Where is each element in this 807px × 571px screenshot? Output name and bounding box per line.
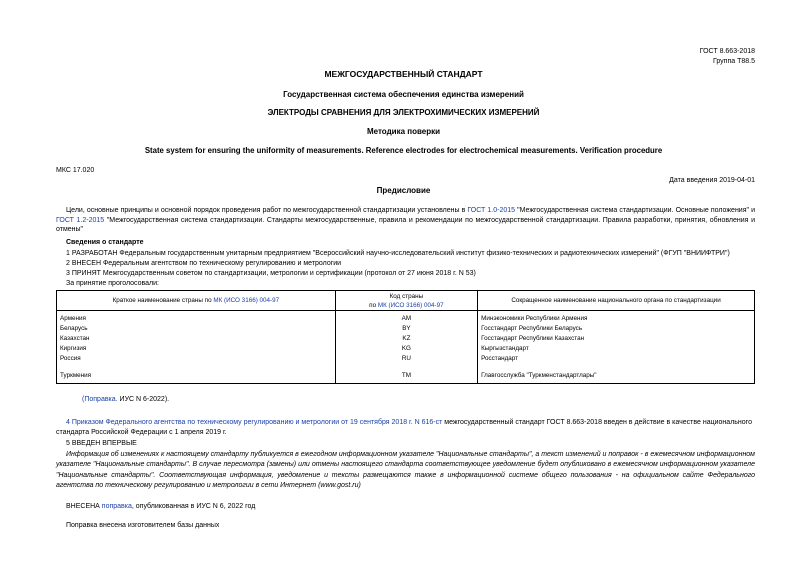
mks-code: МКС 17.020 <box>56 167 95 174</box>
standard-name: ЭЛЕКТРОДЫ СРАВНЕНИЯ ДЛЯ ЭЛЕКТРОХИМИЧЕСКИХ ИЗМЕРЕНИЙ <box>267 108 540 117</box>
english-title: State system for ensuring the uniformity of measurements. Reference electrodes for electrochemical measurements. Verification procedure <box>144 146 663 155</box>
country-cell: Туркмения <box>57 371 336 384</box>
mk-iso-link[interactable]: МК (ИСО 3166) 004-97 <box>377 301 444 309</box>
code-cell: KG <box>335 344 477 354</box>
amendment-included <box>66 503 255 510</box>
item-first-introduced: 5 ВВЕДЕН ВПЕРВЫЕ <box>66 440 137 447</box>
notice-paragraph: Информация об изменениях к настоящему стандарту публикуется в ежегодном информационном указателе "Национальные стандарты", а текст изменений и поправок - в ежемесячном информационном указателе "Национальные стандарты". В случае пересмотра (замены) или отмены настоящего стандарта соответствующее уведомление будет опубликовано в ежемесячном информационном указателе "Национальные стандарты". Соответствующая информация, уведомление и тексты размещаются также в информационной системе общего пользования - на официальном сайте Федерального агентства по техническому регулированию и метрологии в сети Интернет (www.gost.ru) <box>56 451 755 489</box>
code-cell: TM <box>335 371 477 384</box>
code-cell: RU <box>335 354 477 364</box>
column-header-code: Код страны по МК (ИСО 3166) 004-97 <box>335 291 477 311</box>
country-cell: Казахстан <box>57 334 336 344</box>
item-introduced: 2 ВНЕСЕН Федеральным агентством по техническому регулированию и метрологии <box>66 260 342 267</box>
voting-countries-table <box>56 290 755 384</box>
item-enacted-text: межгосударственный стандарт ГОСТ 8.663-2018 введен в действие в качестве национального стандарта Российской Федерации с 1 апреля 2019 г. <box>56 419 752 436</box>
amendment-link[interactable]: (Поправка. <box>82 396 118 403</box>
amendment-text: ИУС N 6-2022). <box>117 396 170 403</box>
item-developed: 1 РАЗРАБОТАН Федеральным государственным унитарным предприятием "Всероссийский научно-исследовательский институт физико-технических и радиотехнических измерений" (ФГУП "ВНИИФТРИ") <box>66 250 730 257</box>
preface-text: "Межгосударственная система стандартизации. Основные положения" и <box>515 207 755 214</box>
item-enacted <box>56 418 755 437</box>
order-link[interactable]: 4 Приказом Федерального агентства по техническому регулированию и метрологии от 19 сентября 2018 г. N 616-ст <box>66 419 443 426</box>
body-cell: Главгосслужба "Туркменстандартлары" <box>478 371 755 384</box>
standard-type-title: МЕЖГОСУДАРСТВЕННЫЙ СТАНДАРТ <box>324 69 483 79</box>
item-adopted: 3 ПРИНЯТ Межгосударственным советом по стандартизации, метрологии и сертификации (протокол от 27 июня 2018 г. N 53) <box>66 270 476 277</box>
table-row <box>57 371 755 384</box>
amendment-included-text: ВНЕСЕНА <box>66 503 102 510</box>
amendment-included-text: , опубликованная в ИУС N 6, 2022 год <box>131 503 256 510</box>
amendment-note <box>82 396 169 403</box>
body-cell: Росстандарт <box>478 354 755 364</box>
country-cell: Беларусь <box>57 324 336 334</box>
preface-heading: Предисловие <box>376 186 431 195</box>
gost-code: ГОСТ 8.663-2018 <box>699 48 755 55</box>
preface-text: Цели, основные принципы и основной порядок проведения работ по межгосударственной стандартизации установлены в <box>66 207 468 214</box>
introduction-date: Дата введения 2019-04-01 <box>669 177 755 184</box>
standard-subname: Методика поверки <box>366 127 441 136</box>
column-header-body: Сокращенное наименование национального органа по стандартизации <box>478 291 755 311</box>
table-spacer-row <box>57 364 755 371</box>
body-cell: Минэкономики Республики Армения <box>478 311 755 325</box>
correction-link[interactable]: поправка <box>101 503 132 510</box>
column-header-country: Краткое наименование страны по МК (ИСО 3166) 004-97 <box>57 291 336 311</box>
table-row <box>57 344 755 354</box>
standard-info-heading: Сведения о стандарте <box>66 239 144 246</box>
body-cell: Госстандарт Республики Казахстан <box>478 334 755 344</box>
preface-paragraph <box>56 206 755 235</box>
system-title: Государственная система обеспечения единства измерений <box>283 90 524 99</box>
mk-iso-link[interactable]: МК (ИСО 3166) 004-97 <box>213 297 280 304</box>
gost-1-0-link[interactable]: ГОСТ 1.0-2015 <box>467 207 516 214</box>
code-cell: KZ <box>335 334 477 344</box>
gost-1-2-link[interactable]: ГОСТ 1.2-2015 <box>56 216 105 224</box>
country-cell: Россия <box>57 354 336 364</box>
preface-text: "Межгосударственная система стандартизации. Стандарты межгосударственные, правила и рекомендации по межгосударственной стандартизации. Правила разработки, принятия, обновления и отмены" <box>56 216 755 233</box>
table-row <box>57 354 755 364</box>
voted-label: За принятие проголосовали: <box>66 280 159 287</box>
body-cell: Госстандарт Республики Беларусь <box>478 324 755 334</box>
table-row <box>57 311 755 325</box>
table-row <box>57 334 755 344</box>
country-cell: Киргизия <box>57 344 336 354</box>
code-cell: BY <box>335 324 477 334</box>
body-cell: Кыргызстандарт <box>478 344 755 354</box>
code-cell: AM <box>335 311 477 325</box>
correction-note: Поправка внесена изготовителем базы данных <box>66 522 220 529</box>
table-row <box>57 324 755 334</box>
country-cell: Армения <box>57 311 336 325</box>
classification-group: Группа Т88.5 <box>712 58 755 65</box>
